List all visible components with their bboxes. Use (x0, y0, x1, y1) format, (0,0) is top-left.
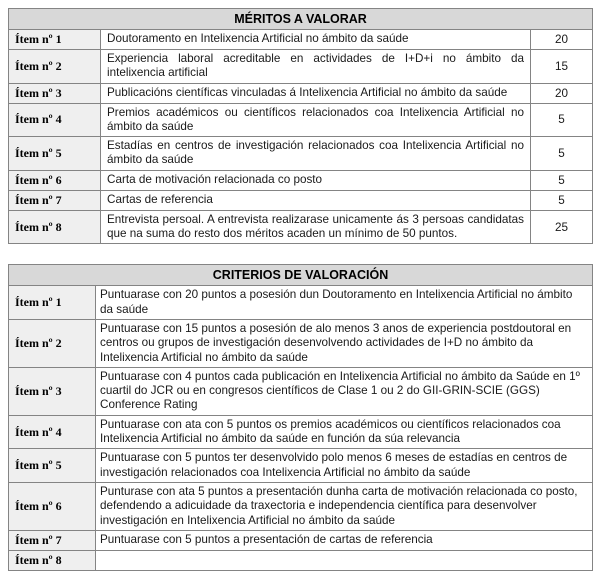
item-label: Ítem nº 7 (9, 190, 101, 210)
criterion-description: Puntuarase con 5 puntos ter desenvolvido polo menos 6 meses de estadías en centros de investigación relacionados coa Intelixencia Artificial no ámbito da saúde (96, 449, 593, 483)
merit-points: 20 (531, 30, 593, 50)
merit-description: Carta de motivación relacionada co posto (101, 170, 531, 190)
table-row (9, 137, 593, 171)
merit-description: Publicacións científicas vinculadas á Intelixencia Artificial no ámbito da saúde (101, 83, 531, 103)
criterion-description: Puntuarase con ata con 5 puntos os premios académicos ou científicos relacionados coa Intelixencia Artificial no ámbito da saúde en función da súa relevancia (96, 415, 593, 449)
item-label: Ítem nº 7 (9, 530, 96, 550)
table-row (9, 367, 593, 415)
table-row (9, 30, 593, 50)
merit-description: Doutoramento en Intelixencia Artificial no ámbito da saúde (101, 30, 531, 50)
item-label: Ítem nº 6 (9, 482, 96, 530)
criterion-description: Puntuarase con 4 puntos cada publicación en Intelixencia Artificial no ámbito da Saúde en 1º cuartil do JCR ou en congresos científicos de Clase 1 ou 2 do GII-GRIN-SCIE (GGS) Conference Rating (96, 367, 593, 415)
table-row (9, 449, 593, 483)
item-label: Ítem nº 1 (9, 30, 101, 50)
merit-points: 25 (531, 210, 593, 244)
merits-header-row (9, 9, 593, 30)
merit-points: 20 (531, 83, 593, 103)
table-row (9, 170, 593, 190)
item-label: Ítem nº 4 (9, 103, 101, 137)
item-label: Ítem nº 6 (9, 170, 101, 190)
table-row (9, 210, 593, 244)
merits-table-title: MÉRITOS A VALORAR (9, 9, 593, 30)
item-label: Ítem nº 3 (9, 83, 101, 103)
criterion-description: Puntuarase con 15 puntos a posesión de alo menos 3 anos de experiencia postdoutoral en centros ou grupos de investigación desenvolvendo actividades de I+D no ámbito da Intelixencia Artificial no ámbito da saúde (96, 319, 593, 367)
merit-points: 5 (531, 137, 593, 171)
merit-description: Premios académicos ou científicos relacionados coa Intelixencia Artificial no ámbito da saúde (101, 103, 531, 137)
item-label: Ítem nº 5 (9, 449, 96, 483)
item-label: Ítem nº 1 (9, 286, 96, 320)
criteria-header-row (9, 265, 593, 286)
table-row (9, 530, 593, 550)
criterion-description: Puntuarase con 20 puntos a posesión dun Doutoramento en Intelixencia Artificial no ámbito da saúde (96, 286, 593, 320)
table-row (9, 190, 593, 210)
merit-description: Entrevista persoal. A entrevista realizarase unicamente ás 3 persoas candidatas que na suma do resto dos méritos acaden un mínimo de 50 puntos. (101, 210, 531, 244)
table-row (9, 415, 593, 449)
merit-points: 5 (531, 170, 593, 190)
item-label: Ítem nº 4 (9, 415, 96, 449)
item-label: Ítem nº 5 (9, 137, 101, 171)
merit-points: 5 (531, 103, 593, 137)
merit-description: Experiencia laboral acreditable en actividades de I+D+i no ámbito da intelixencia artificial (101, 50, 531, 84)
item-label: Ítem nº 2 (9, 50, 101, 84)
item-label: Ítem nº 8 (9, 210, 101, 244)
criteria-table (8, 264, 593, 570)
table-row (9, 482, 593, 530)
criterion-description: Punturase con ata 5 puntos a presentación dunha carta de motivación relacionada co posto, defendendo a adicuidade da traxectoria e independencia científica para desenvolver investigación en Intelixencia Artificial no ámbito da saúde (96, 482, 593, 530)
table-row (9, 50, 593, 84)
merits-table (8, 8, 593, 244)
merit-points: 5 (531, 190, 593, 210)
merit-description: Estadías en centros de investigación relacionados coa Intelixencia Artificial no ámbito da saúde (101, 137, 531, 171)
item-label: Ítem nº 2 (9, 319, 96, 367)
item-label: Ítem nº 3 (9, 367, 96, 415)
criteria-table-title: CRITERIOS DE VALORACIÓN (9, 265, 593, 286)
table-row (9, 286, 593, 320)
item-label: Ítem nº 8 (9, 550, 96, 570)
criterion-description: Puntuarase con 5 puntos a presentación de cartas de referencia (96, 530, 593, 550)
merit-description: Cartas de referencia (101, 190, 531, 210)
table-row (9, 319, 593, 367)
table-row (9, 550, 593, 570)
table-row (9, 103, 593, 137)
merit-points: 15 (531, 50, 593, 84)
table-row (9, 83, 593, 103)
criterion-description (96, 550, 593, 570)
